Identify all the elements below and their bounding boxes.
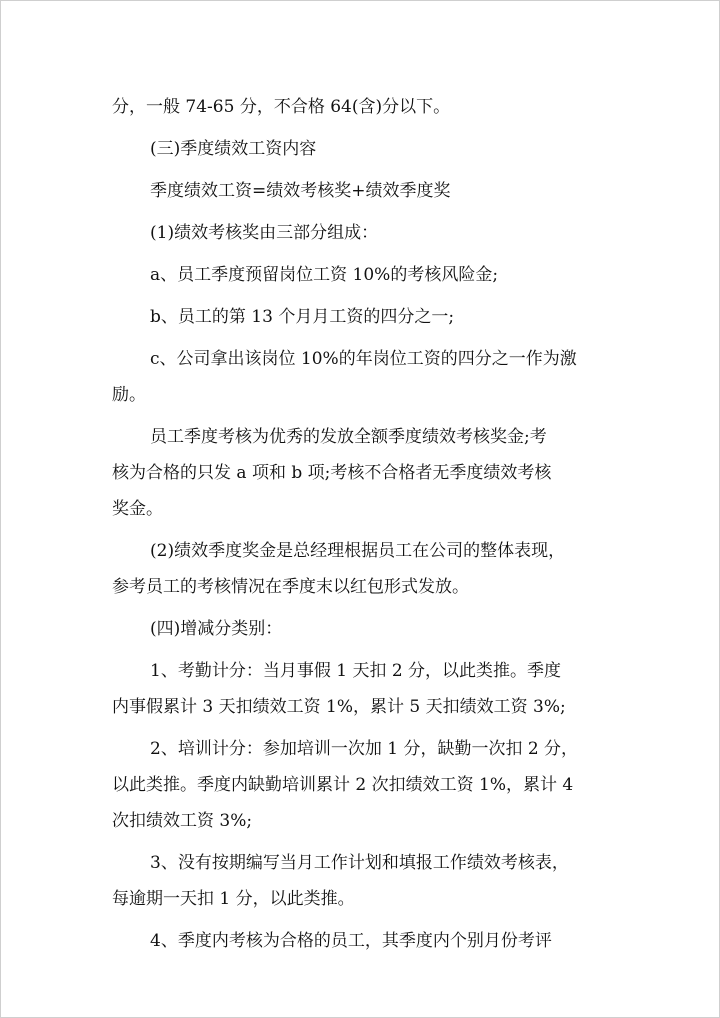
list-item-a	[112, 257, 612, 293]
text-line: 2、培训计分：参加培训一次加 1 分，缺勤一次扣 2 分，	[150, 739, 579, 759]
text-line: 1、考勤计分：当月事假 1 天扣 2 分，以此类推。季度	[150, 661, 562, 681]
list-item-b	[112, 299, 612, 335]
text-line: (1)绩效考核奖由三部分组成：	[150, 223, 379, 243]
paragraph-excellent-rating	[112, 419, 612, 527]
list-item-attendance	[112, 653, 612, 725]
list-item-qualified-staff	[112, 923, 612, 959]
paragraph-pay-formula	[112, 173, 612, 209]
text-line: 励。	[112, 385, 146, 405]
text-line: 季度绩效工资=绩效考核奖+绩效季度奖	[150, 181, 451, 201]
text-line: 以此类推。季度内缺勤培训累计 2 次扣绩效工资 1%，累计 4	[112, 775, 574, 795]
text-line: (四)增减分类别：	[150, 619, 283, 639]
text-line: b、员工的第 13 个月月工资的四分之一;	[150, 307, 455, 327]
list-item-work-plan	[112, 845, 612, 917]
list-item-c	[112, 341, 612, 413]
text-line: 参考员工的考核情况在季度末以红包形式发放。	[112, 577, 469, 597]
text-line: (2)绩效季度奖金是总经理根据员工在公司的整体表现，	[150, 541, 566, 561]
list-item-training	[112, 731, 612, 839]
paragraph-score-grades	[112, 89, 612, 125]
text-line: 奖金。	[112, 499, 163, 519]
text-line: 员工季度考核为优秀的发放全额季度绩效考核奖金;考	[150, 427, 547, 447]
paragraph-quarterly-bonus	[112, 533, 612, 605]
text-line: c、公司拿出该岗位 10%的年岗位工资的四分之一作为激	[150, 349, 577, 369]
text-line: 核为合格的只发 a 项和 b 项;考核不合格者无季度绩效考核	[112, 463, 552, 483]
heading-score-categories	[112, 611, 612, 647]
text-line: a、员工季度预留岗位工资 10%的考核风险金;	[150, 265, 499, 285]
text-line: 每逾期一天扣 1 分，以此类推。	[112, 889, 355, 909]
text-line: (三)季度绩效工资内容	[150, 139, 317, 159]
text-line: 内事假累计 3 天扣绩效工资 1%，累计 5 天扣绩效工资 3%;	[112, 697, 566, 717]
paragraph-assessment-bonus-parts	[112, 215, 612, 251]
text-line: 次扣绩效工资 3%;	[112, 811, 253, 831]
heading-quarterly-performance-pay	[112, 131, 612, 167]
text-line: 3、没有按期编写当月工作计划和填报工作绩效考核表，	[150, 853, 569, 873]
document-body	[112, 89, 612, 959]
text-line: 分，一般 74-65 分，不合格 64(含)分以下。	[112, 97, 451, 117]
text-line: 4、季度内考核为合格的员工，其季度内个别月份考评	[150, 931, 552, 951]
